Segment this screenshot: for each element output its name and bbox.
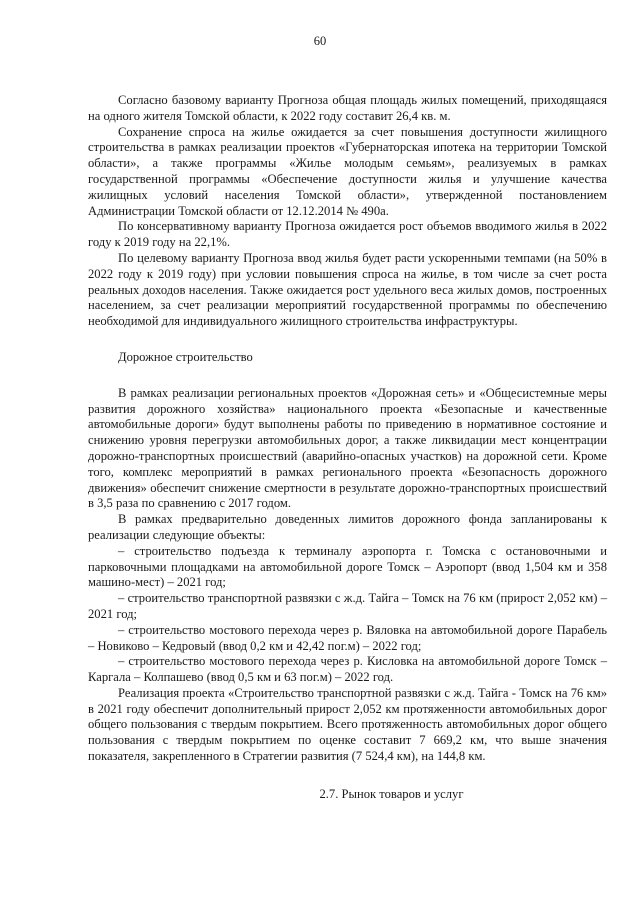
paragraph-project-result: Реализация проекта «Строительство транспортной развязки с ж.д. Тайга - Томск на 76 км» в 2021 году обеспечит дополнительный прирост 2,052 км протяженности автомобильных дорог общего пользования с твердым покрытием. Всего протяженность автомобильных дорог общего пользования с твердым покрытием по оценке составит 7 669,2 км, что выше значения показателя, закрепленного в Стратегии развития (7 524,4 км), на 144,8 км. [88, 685, 607, 764]
paragraph-housing-demand: Сохранение спроса на жилье ожидается за счет повышения доступности жилищного строительства в рамках реализации проектов «Губернаторская ипотека на территории Томской области», а также программы «Жилье молодым семьям», реализуемых в рамках государственной программы «Обеспечение доступности жилья и улучшение качества жилищных условий населения Томской области», утвержденной постановлением Администрации Томской области от 12.12.2014 № 490а. [88, 124, 607, 218]
paragraph-conservative-variant: По консервативному варианту Прогноза ожидается рост объемов вводимого жилья в 2022 году к 2019 году на 22,1%. [88, 219, 607, 250]
page-content [88, 93, 607, 803]
list-item-vyalovka-bridge: – строительство мостового перехода через р. Вяловка на автомобильной дороге Парабель – Новиково – Кедровый (ввод 0,2 км и 42,42 пог.м) – 2022 год; [88, 622, 607, 653]
road-construction-heading: Дорожное строительство [118, 349, 253, 364]
page-number: 60 [313, 34, 327, 48]
paragraph-road-fund-limits: В рамках предварительно доведенных лимитов дорожного фонда запланированы к реализации следующие объекты: [88, 512, 607, 542]
paragraph-regional-projects: В рамках реализации региональных проектов «Дорожная сеть» и «Общесистемные меры развития дорожного хозяйства» национального проекта «Безопасные и качественные автомобильные дороги» будут выполнены работы по приведению в нормативное состояние и снижению уровня перегрузки автомобильных дорог, а также ликвидации мест концентрации дорожно-транспортных происшествий (аварийно-опасных участков) на дорожной сети. Кроме того, комплекс мероприятий в рамках регионального проекта «Безопасность дорожного движения» обеспечит снижение смертности в результате дорожно-транспортных происшествий в 3,5 раза по сравнению с 2017 годом. [88, 385, 607, 511]
list-item-kislovka-bridge: – строительство мостового перехода через р. Кисловка на автомобильной дороге Томск – Каргала – Колпашево (ввод 0,5 км и 63 пог.м) – 2022 год. [88, 654, 607, 685]
paragraph-housing-area: Согласно базовому варианту Прогноза общая площадь жилых помещений, приходящаяся на одного жителя Томской области, к 2022 году составит 26,4 кв. м. [88, 93, 607, 123]
list-item-taiga-interchange: – строительство транспортной развязки с ж.д. Тайга – Томск на 76 км (прирост 2,052 км) – 2021 год; [88, 591, 607, 621]
list-item-airport-access: – строительство подъезда к терминалу аэропорта г. Томска с остановочными и парковочными площадками на автомобильной дороге Томск – Аэропорт (ввод 1,504 км и 358 машино-мест) – 2021 год; [88, 543, 607, 590]
paragraph-target-variant: По целевому варианту Прогноза ввод жилья будет расти ускоренными темпами (на 50% в 2022 году к 2019 году) при условии повышения спроса на жилье, в том числе за счет роста реальных доходов населения. Также ожидается рост удельного веса жилых домов, построенных населением, за счет реализации мероприятий государственной программы по обеспечению необходимой для индивидуального жилищного строительства инфраструктуры. [88, 250, 607, 329]
section-title: 2.7. Рынок товаров и услуг [319, 786, 464, 801]
